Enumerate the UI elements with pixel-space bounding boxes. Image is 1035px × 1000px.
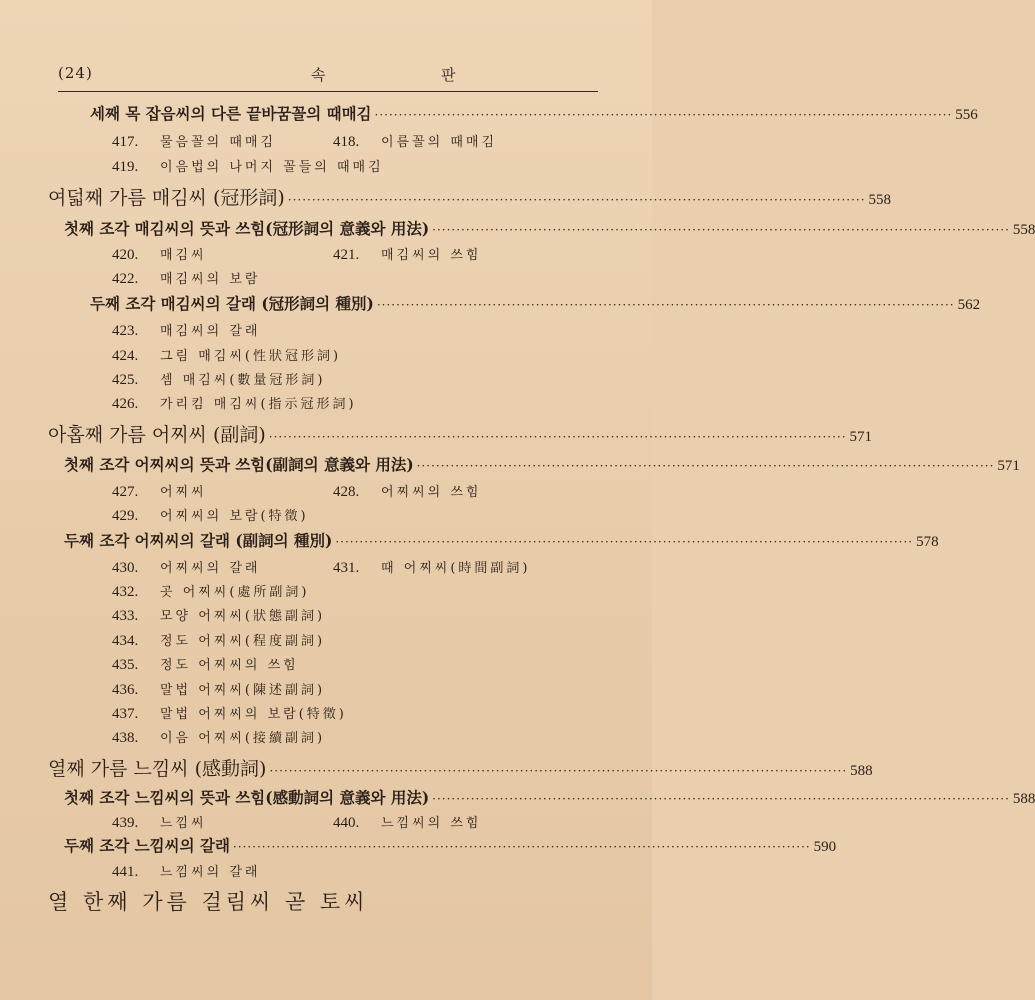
toc-item-row: [0, 727, 652, 745]
item-number: 430.: [112, 560, 139, 576]
toc-item: [333, 481, 481, 501]
item-number: 423.: [112, 323, 139, 339]
item-number: 419.: [112, 159, 139, 175]
leader-dots: ························································································································: [335, 535, 914, 549]
heading-label: 세째 목 잡음씨의 다른 끝바꿈꼴의 때매김: [90, 104, 372, 123]
item-title: 매김씨: [160, 248, 207, 263]
item-title: 정도 어찌씨(程度副詞): [160, 634, 326, 649]
toc-item-row: [0, 369, 652, 387]
page-reference: 588: [1012, 791, 1035, 807]
toc-item: [112, 320, 260, 340]
item-title: 어찌씨의 보람(特徵): [160, 509, 309, 524]
page-reference: 562: [957, 297, 981, 313]
toc-item-row: [0, 244, 652, 262]
item-number: 432.: [112, 584, 139, 600]
toc-item: [112, 630, 325, 650]
toc-item-row: [0, 156, 652, 174]
toc-item-row: [0, 703, 652, 721]
final-chapter-heading: 열 한째 가름 걸림씨 곧 토씨: [48, 890, 369, 914]
item-number: 424.: [112, 348, 139, 364]
heading-label: 첫째 조각 어찌씨의 뜻과 쓰힘(副詞의 意義와 用法): [64, 455, 414, 474]
item-title: 정도 어찌씨의 쓰힘: [160, 658, 299, 673]
toc-item: [112, 481, 207, 501]
heading-label: 여덟째 가름 매김씨 (冠形詞): [48, 187, 285, 209]
leader-dots: ························································································································: [432, 223, 1010, 237]
heading-label: 두째 조각 매김씨의 갈래 (冠形詞의 種別): [90, 294, 374, 313]
chapter-heading: [48, 420, 873, 446]
toc-item: [112, 861, 260, 881]
item-number: 437.: [112, 706, 139, 722]
toc-item-row: [0, 320, 652, 338]
item-number: 421.: [333, 247, 360, 263]
toc-item-row: [0, 679, 652, 697]
toc-item-row: [0, 654, 652, 672]
item-number: 420.: [112, 247, 139, 263]
toc-item-row: [0, 581, 652, 599]
toc-item: [112, 654, 299, 674]
page-reference: 590: [813, 839, 837, 855]
section-heading: [90, 102, 978, 124]
running-title-left: 속: [311, 66, 326, 84]
item-number: 436.: [112, 682, 139, 698]
item-title: 느낌씨: [160, 816, 207, 831]
heading-label: 열째 가름 느낌씨 (感動詞): [48, 758, 267, 780]
toc-item: [112, 268, 260, 288]
item-number: 431.: [333, 560, 360, 576]
toc-item: [333, 812, 481, 832]
item-number: 417.: [112, 134, 139, 150]
page-reference: 556: [955, 107, 978, 123]
leader-dots: ························································································································: [376, 298, 955, 312]
toc-item-row: [0, 557, 652, 575]
item-title: 그림 매김씨(性狀冠形詞): [160, 349, 342, 364]
item-number: 426.: [112, 396, 139, 412]
toc-item-row: [0, 131, 652, 149]
toc-item-row: [0, 861, 652, 879]
item-number: 434.: [112, 633, 139, 649]
header-rule: [58, 91, 598, 92]
toc-item: [333, 557, 531, 577]
item-number: 433.: [112, 608, 139, 624]
page-reference: 578: [916, 534, 939, 550]
item-number: 439.: [112, 815, 139, 831]
page-reference: 558: [1012, 222, 1035, 238]
toc-item: [112, 605, 325, 625]
section-heading: [64, 453, 1020, 475]
leader-dots: ························································································································: [268, 430, 847, 444]
toc-item: [112, 369, 326, 389]
toc-item-row: [0, 505, 652, 523]
page-reference: 588: [850, 763, 873, 779]
item-title: 이음 어찌씨(接續副詞): [160, 731, 326, 746]
section-heading: [64, 834, 837, 856]
item-title: 느낌씨의 갈래: [160, 865, 261, 880]
toc-item-row: [0, 630, 652, 648]
item-number: 427.: [112, 484, 139, 500]
toc-item-row: [0, 481, 652, 499]
section-heading: [64, 217, 1035, 239]
toc-item-row: [0, 605, 652, 623]
toc-item: [112, 131, 276, 151]
item-number: 428.: [333, 484, 360, 500]
page-reference: 571: [849, 429, 873, 445]
item-title: 가리킴 매김씨(指示冠形詞): [160, 397, 357, 412]
toc-item: [112, 703, 347, 723]
leader-dots: ························································································································: [432, 792, 1010, 806]
item-title: 말법 어찌씨의 보람(特徵): [160, 707, 347, 722]
chapter-heading: [48, 183, 892, 209]
item-title: 어찌씨의 쓰힘: [381, 485, 482, 500]
heading-label: 두째 조각 어찌씨의 갈래 (副詞의 種別): [64, 531, 333, 550]
toc-item: [112, 156, 384, 176]
running-header: [58, 64, 603, 86]
leader-dots: ························································································································: [232, 840, 811, 854]
leader-dots: ························································································································: [287, 193, 866, 207]
item-title: 매김씨의 보람: [160, 272, 261, 287]
item-number: 438.: [112, 730, 139, 746]
page-number: (24): [58, 64, 93, 82]
toc-item: [112, 727, 325, 747]
item-title: 곳 어찌씨(處所副詞): [160, 585, 310, 600]
item-title: 매김씨의 갈래: [160, 324, 261, 339]
leader-dots: ························································································································: [374, 108, 953, 122]
toc-item: [112, 345, 341, 365]
toc-item-row: [0, 393, 652, 411]
item-title: 말법 어찌씨(陳述副詞): [160, 683, 326, 698]
item-title: 이음법의 나머지 꼴들의 때매김: [160, 160, 384, 175]
item-title: 매김씨의 쓰힘: [381, 248, 482, 263]
item-title: 모양 어찌씨(狀態副詞): [160, 609, 326, 624]
heading-label: 아홉째 가름 어찌씨 (副詞): [48, 424, 266, 446]
toc-item: [112, 812, 207, 832]
leader-dots: ························································································································: [269, 764, 848, 778]
item-number: 435.: [112, 657, 139, 673]
toc-item: [333, 131, 497, 151]
running-title-right: 판: [441, 66, 456, 84]
leader-dots: ························································································································: [416, 459, 995, 473]
item-number: 440.: [333, 815, 360, 831]
item-title: 느낌씨의 쓰힘: [381, 816, 482, 831]
heading-label: 첫째 조각 느낌씨의 뜻과 쓰힘(感動詞의 意義와 用法): [64, 788, 430, 807]
item-title: 물음꼴의 때매김: [160, 135, 277, 150]
heading-label: 첫째 조각 매김씨의 뜻과 쓰힘(冠形詞의 意義와 用法): [64, 219, 430, 238]
item-title: 때 어찌씨(時間副詞): [381, 561, 531, 576]
item-number: 422.: [112, 271, 139, 287]
section-heading: [64, 529, 939, 551]
item-number: 441.: [112, 864, 139, 880]
toc-item: [112, 679, 325, 699]
item-title: 어찌씨: [160, 485, 207, 500]
page-reference: 571: [997, 458, 1020, 474]
toc-item: [112, 581, 310, 601]
page-reference: 558: [868, 192, 892, 208]
toc-item-row: [0, 812, 652, 830]
toc-item: [112, 393, 357, 413]
section-heading: [64, 786, 1035, 808]
chapter-heading: [48, 754, 873, 780]
item-number: 429.: [112, 508, 139, 524]
heading-label: 두째 조각 느낌씨의 갈래: [64, 836, 230, 855]
item-title: 이름꼴의 때매김: [381, 135, 498, 150]
toc-item: [112, 557, 260, 577]
toc-item-row: [0, 345, 652, 363]
item-number: 425.: [112, 372, 139, 388]
toc-item: [333, 244, 481, 264]
item-title: 셈 매김씨(數量冠形詞): [160, 373, 326, 388]
toc-item-row: [0, 268, 652, 286]
section-heading: [90, 292, 981, 314]
toc-item: [112, 505, 309, 525]
toc-item: [112, 244, 207, 264]
item-number: 418.: [333, 134, 360, 150]
item-title: 어찌씨의 갈래: [160, 561, 261, 576]
